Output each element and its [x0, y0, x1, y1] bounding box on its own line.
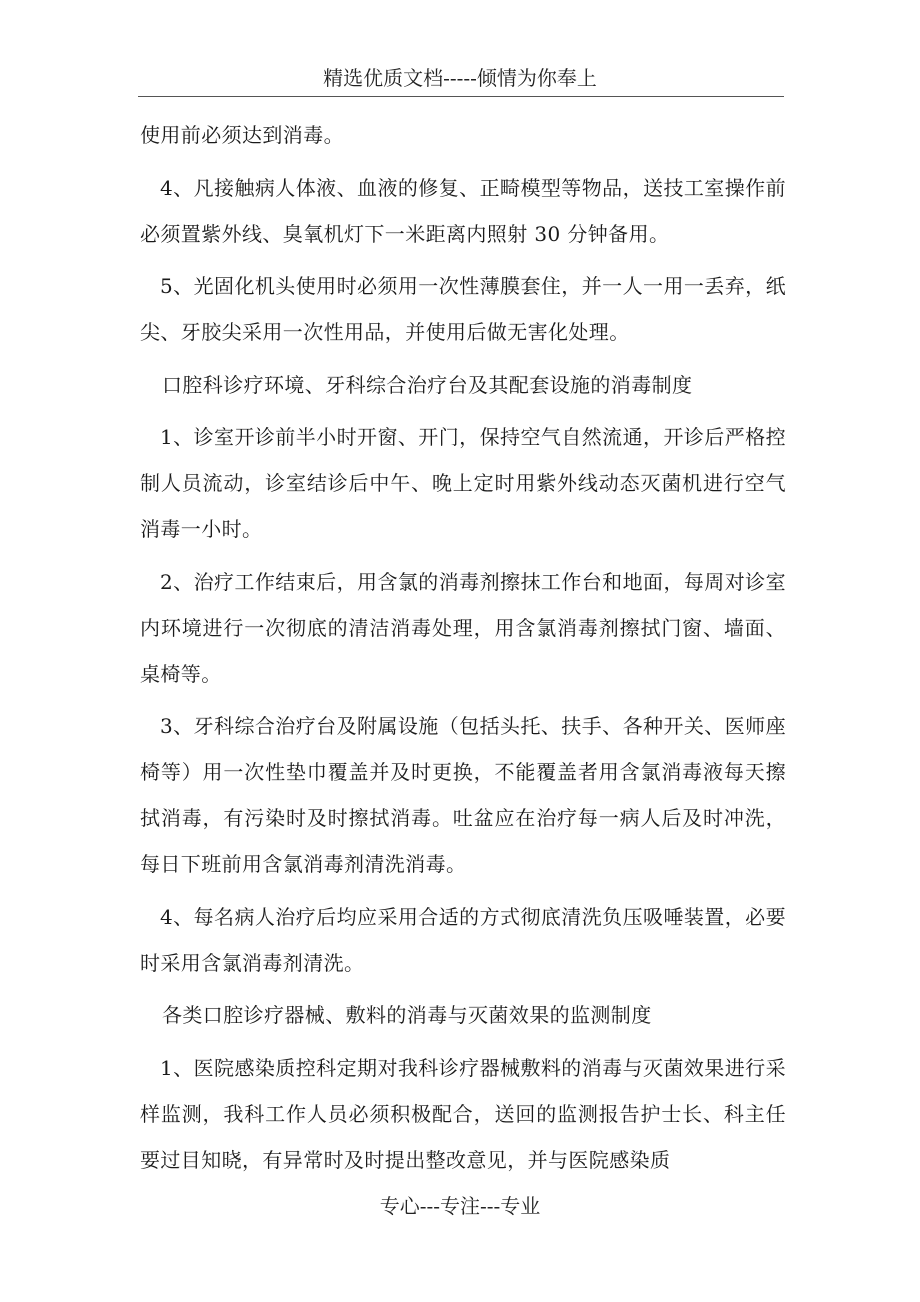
paragraph-monitor-item-1: 1、医院感染质控科定期对我科诊疗器械敷料的消毒与灭菌效果进行采样监测，我科工作人员必须积极配合，送回的监测报告护士长、科主任要过目知晓，有异常时及时提出整改意见，并与医院感染质: [140, 1055, 786, 1172]
document-body: [140, 112, 786, 1189]
paragraph-env-item-3: 3、牙科综合治疗台及附属设施（包括头托、扶手、各种开关、医师座椅等）用一次性垫巾覆盖并及时更换，不能覆盖者用含氯消毒液每天擦拭消毒，有污染时及时擦拭消毒。吐盆应在治疗每一病人后及时冲洗，每日下班前用含氯消毒剂清洗消毒。: [140, 714, 786, 876]
page-footer: 专心---专注---专业: [379, 1194, 541, 1218]
paragraph-item-4-models: 4、凡接触病人体液、血液的修复、正畸模型等物品，送技工室操作前必须置紫外线、臭氧机灯下一米距离内照射 30 分钟备用。: [140, 175, 786, 246]
paragraph-env-item-1: 1、诊室开诊前半小时开窗、开门，保持空气自然流通，开诊后严格控制人员流动，诊室结诊后中午、晚上定时用紫外线动态灭菌机进行空气消毒一小时。: [140, 425, 786, 541]
paragraph-item-5-curing-light: 5、光固化机头使用时必须用一次性薄膜套住，并一人一用一丢弃，纸尖、牙胶尖采用一次性用品，并使用后做无害化处理。: [140, 274, 786, 344]
section-heading-sterilization-monitoring: 各类口腔诊疗器械、敷料的消毒与灭菌效果的监测制度: [162, 1003, 652, 1027]
paragraph-continuation: 使用前必须达到消毒。: [140, 123, 344, 147]
page-header: 精选优质文档-----倾情为你奉上: [323, 66, 597, 90]
paragraph-env-item-2: 2、治疗工作结束后，用含氯的消毒剂擦抹工作台和地面，每周对诊室内环境进行一次彻底的清洁消毒处理，用含氯消毒剂擦拭门窗、墙面、桌椅等。: [140, 569, 786, 686]
paragraph-env-item-4: 4、每名病人治疗后均应采用合适的方式彻底清洗负压吸唾装置，必要时采用含氯消毒剂清洗。: [140, 904, 786, 975]
header-divider: [138, 96, 784, 97]
section-heading-environment-disinfection: 口腔科诊疗环境、牙科综合治疗台及其配套设施的消毒制度: [162, 372, 693, 397]
